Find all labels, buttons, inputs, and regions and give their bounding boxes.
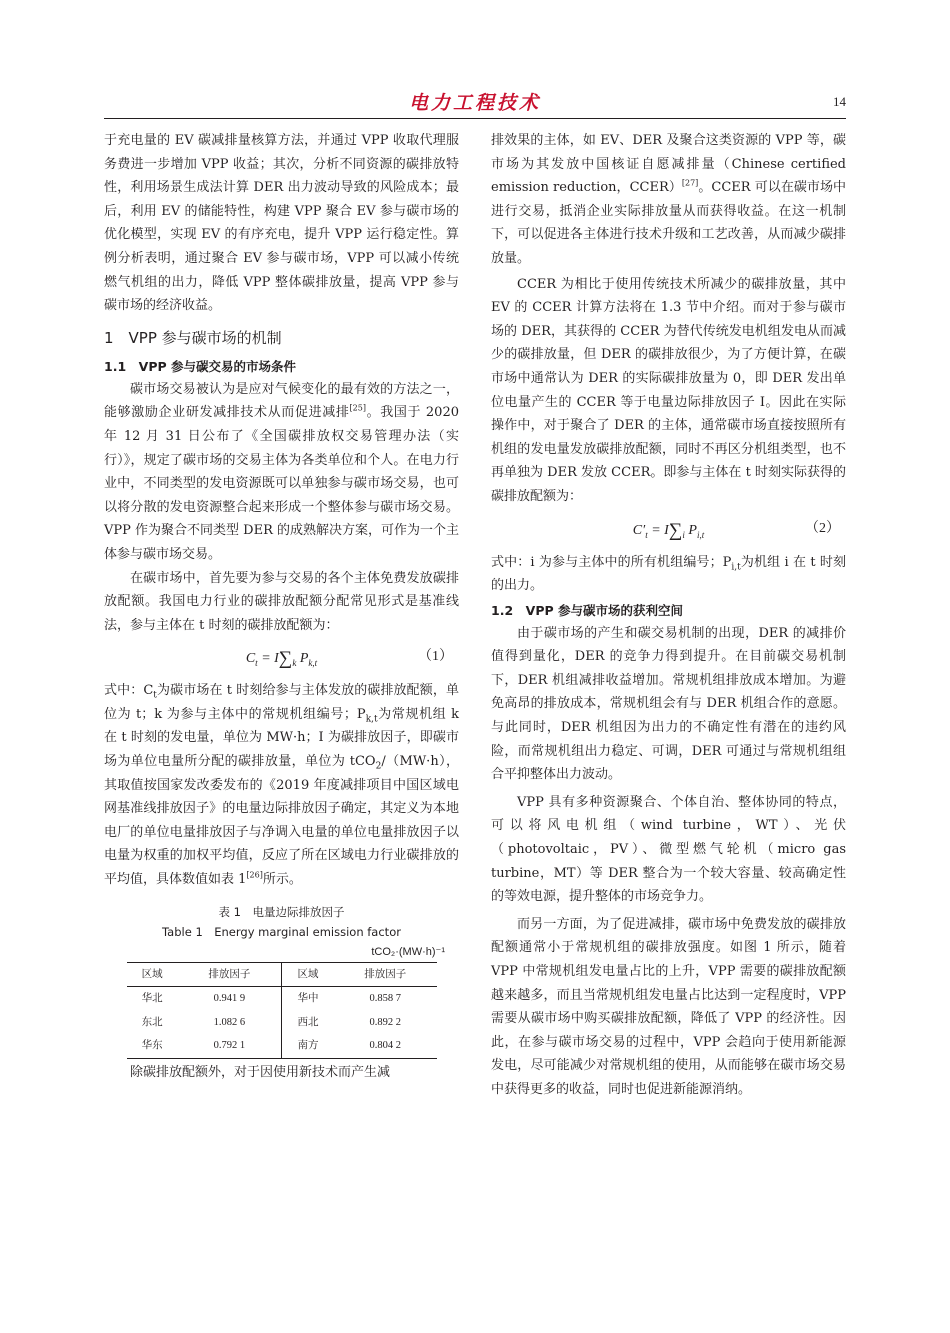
table-cell: 华东 <box>127 1034 178 1058</box>
table-cell: 0.858 7 <box>369 993 401 1005</box>
left-last-paragraph: 除碳排放配额外，对于因使用新技术而产生减 <box>130 1065 391 1080</box>
section-1-heading: 1 VPP 参与碳市场的机制 <box>104 328 282 347</box>
table-cell: 0.792 1 <box>178 1034 282 1058</box>
allowance-paragraph: 在碳市场中，首先要为参与交易的各个主体免费发放碳排放配额。我国电力行业的碳排放配额分配常见形式是基准线法，参与主体在 t 时刻的碳排放配额为： <box>104 570 459 633</box>
equation-1: $C_t = I\sum_k$ $P_{k,t}$ （1） <box>104 637 459 679</box>
page-number: 14 <box>833 94 846 109</box>
table-header: 排放因子 <box>178 962 282 987</box>
table-1-caption-cn: 表 1 电量边际排放因子 <box>218 904 345 919</box>
table-header: 区域 <box>281 962 333 987</box>
table-1-unit: tCO₂·(MW·h)⁻¹ <box>371 945 445 958</box>
ccer-calc-paragraph: CCER 为相比于使用传统技术所减少的碳排放量，其中 EV 的 CCER 计算方法将在 1.3 节中介绍。而对于参与碳市场的 DER，其获得的 CCER 为替代传统发电机组发电从而减少的碳排放量，但 DER 的碳排放很少，为了方便计算，在碳市场中通常认为 DER 的实际碳排放量为 0，即 DER 发出单位电量产生的 CCER 等于电量边际排放因子 I。因此在实际操作中，对于聚合了 DER 的主体，通常碳市场直接按照所有机组的发电量发放碳排放配额，同时不再区分机组类型，也不再单独为 DER 发放 CCER。即参与主体在 t 时刻实际获得的碳排放配额为： <box>491 276 846 504</box>
left-column <box>104 129 459 1085</box>
profit-paragraph: 由于碳市场的产生和碳交易机制的出现，DER 的减排价值得到量化，DER 的竞争力得到提升。在目前碳交易机制下，DER 机组减排收益增加。常规机组排放成本增加。为避免高昂的排放成本，常规机组会有与 DER 机组合作的意愿。与此同时，DER 机组因为出力的不确定性有潜在的违约风险，而常规机组出力稳定、可调，DER 可通过与常规机组组合平抑整体出力波动。 <box>491 625 846 783</box>
subsection-1-2-heading: 1.2 VPP 参与碳市场的获利空间 <box>491 602 683 618</box>
table-cell: 华中 <box>281 987 333 1011</box>
page-header <box>104 88 846 118</box>
table-header: 排放因子 <box>334 962 437 987</box>
equation-2: $C'_t = I\sum_i$ $P_{i,t}$ （2） <box>491 509 846 551</box>
header-rule <box>104 118 846 119</box>
table-cell: 华北 <box>141 993 163 1005</box>
citation-25[interactable]: [25] <box>349 404 366 414</box>
table-cell: 东北 <box>141 1016 163 1028</box>
table-1-caption-en: Table 1 Energy marginal emission factor <box>162 924 401 939</box>
table-row <box>127 1011 437 1035</box>
table-cell: 南方 <box>281 1034 333 1058</box>
table-cell: 0.892 2 <box>369 1016 401 1028</box>
intro-paragraph: 于充电量的 EV 碳减排量核算方法，并通过 VPP 收取代理服务费进一步增加 VPP 收益；其次，分析不同资源的碳排放特性，利用场景生成法计算 DER 出力波动导致的风险成本；最后，利用 EV 的储能特性，构建 VPP 聚合 EV 参与碳市场的优化模型，实现 EV 的有序充电，提升 VPP 运行稳定性。算例分析表明，通过聚合 EV 参与碳市场，VPP 可以减小传统燃气机组的出力，降低 VPP 整体碳排放量，提高 VPP 参与碳市场的经济收益。 <box>104 133 459 314</box>
right-column <box>491 129 846 1102</box>
table-cell: 0.941 9 <box>213 993 246 1005</box>
table-cell: 1.082 6 <box>213 1016 246 1028</box>
table-header: 区域 <box>127 962 178 987</box>
equation-1-number: （1） <box>418 649 453 665</box>
eq1-explanation: 式中：$C_t$为碳市场在 t 时刻给参与主体发放的碳排放配额，单位为 t；k 为参与主体中的常规机组编号；$P_{k,t}$为常规机组 k 在 t 时刻的发电量，单位为 MW·h；I 为碳排放因子，即碳市场为单位电量所分配的碳排放量，单位为 tCO$_2$/（MW·h），其取值按国家发改委发布的《2019 年度减排项目中国区域电网基准线排放因子》的电量边际排放因子确定，其定义为本地电厂的单位电量排放因子与净调入电量的单位电量排放因子以电量为权重的加权平均值，反应了所在区域电力行业碳排放的平均值，具体数值如表 1[26]所示。 <box>104 683 459 888</box>
subsection-1-1-heading: 1.1 VPP 参与碳交易的市场条件 <box>104 358 296 374</box>
citation-26[interactable]: [26] <box>246 870 263 880</box>
allowance-strength-paragraph: 而另一方面，为了促进减排，碳市场中免费发放的碳排放配额通常小于常规机组的碳排放强度。如图 1 所示，随着 VPP 中常规机组发电量占比的上升，VPP 需要的碳排放配额越来越多，而且当常规机组发电量占比达到一定程度时，VPP 需要从碳市场中购买碳排放配额，降低了 VPP 的经济性。因此，在参与碳市场交易的过程中，VPP 会趋向于使用新能源发电，尽可能减少对常规机组的使用，从而能够在碳市场交易中获得更多的收益，同时也促进新能源消纳。 <box>491 916 846 1097</box>
table-cell: 0.804 2 <box>334 1034 437 1058</box>
journal-title: 电力工程技术 <box>408 92 541 114</box>
table-row <box>127 987 437 1011</box>
eq2-explanation: 式中：i 为参与主体中的所有机组编号；$P_{i,t}$为机组 i 在 t 时刻的出力。 <box>491 554 846 594</box>
citation-27[interactable]: [27] <box>681 178 699 188</box>
table-cell: 西北 <box>281 1011 333 1035</box>
equation-2-number: （2） <box>805 520 840 536</box>
emission-factor-table <box>127 962 437 1059</box>
vpp-features-paragraph: VPP 具有多种资源聚合、个体自治、整体协同的特点，可以将风电机组（wind turbine，WT）、光伏（photovoltaic，PV）、微型燃气轮机（micro gas turbine，MT）等 DER 整合为一个较大容量、较高确定性的等效电源，提升整体的市场竞争力。 <box>491 794 846 905</box>
table-row <box>127 1034 437 1058</box>
ccer-paragraph: 排效果的主体，如 EV、DER 及聚合这类资源的 VPP 等，碳市场为其发放中国核证自愿减排量（Chinese certified emission reduction，CCER）[27]。CCER 可以在碳市场中进行交易，抵消企业实际排放量从而获得收益。在这一机制下，可以促进各主体进行技术升级和工艺改善，从而减少碳排放量。 <box>491 133 846 266</box>
carbon-market-paragraph: 碳市场交易被认为是应对气候变化的最有效的方法之一，能够激励企业研发减排技术从而促进减排[25]。我国于 2020 年 12 月 31 日公布了《全国碳排放权交易管理办法（实行）》，规定了碳市场的交易主体为各类单位和个人。在电力行业中，不同类型的发电资源既可以单独参与碳市场交易，也可以将分散的发电资源整合起来形成一个整体参与碳市场交易。VPP 作为聚合不同类型 DER 的成熟解决方案，可作为一个主体参与碳市场交易。 <box>104 381 459 562</box>
